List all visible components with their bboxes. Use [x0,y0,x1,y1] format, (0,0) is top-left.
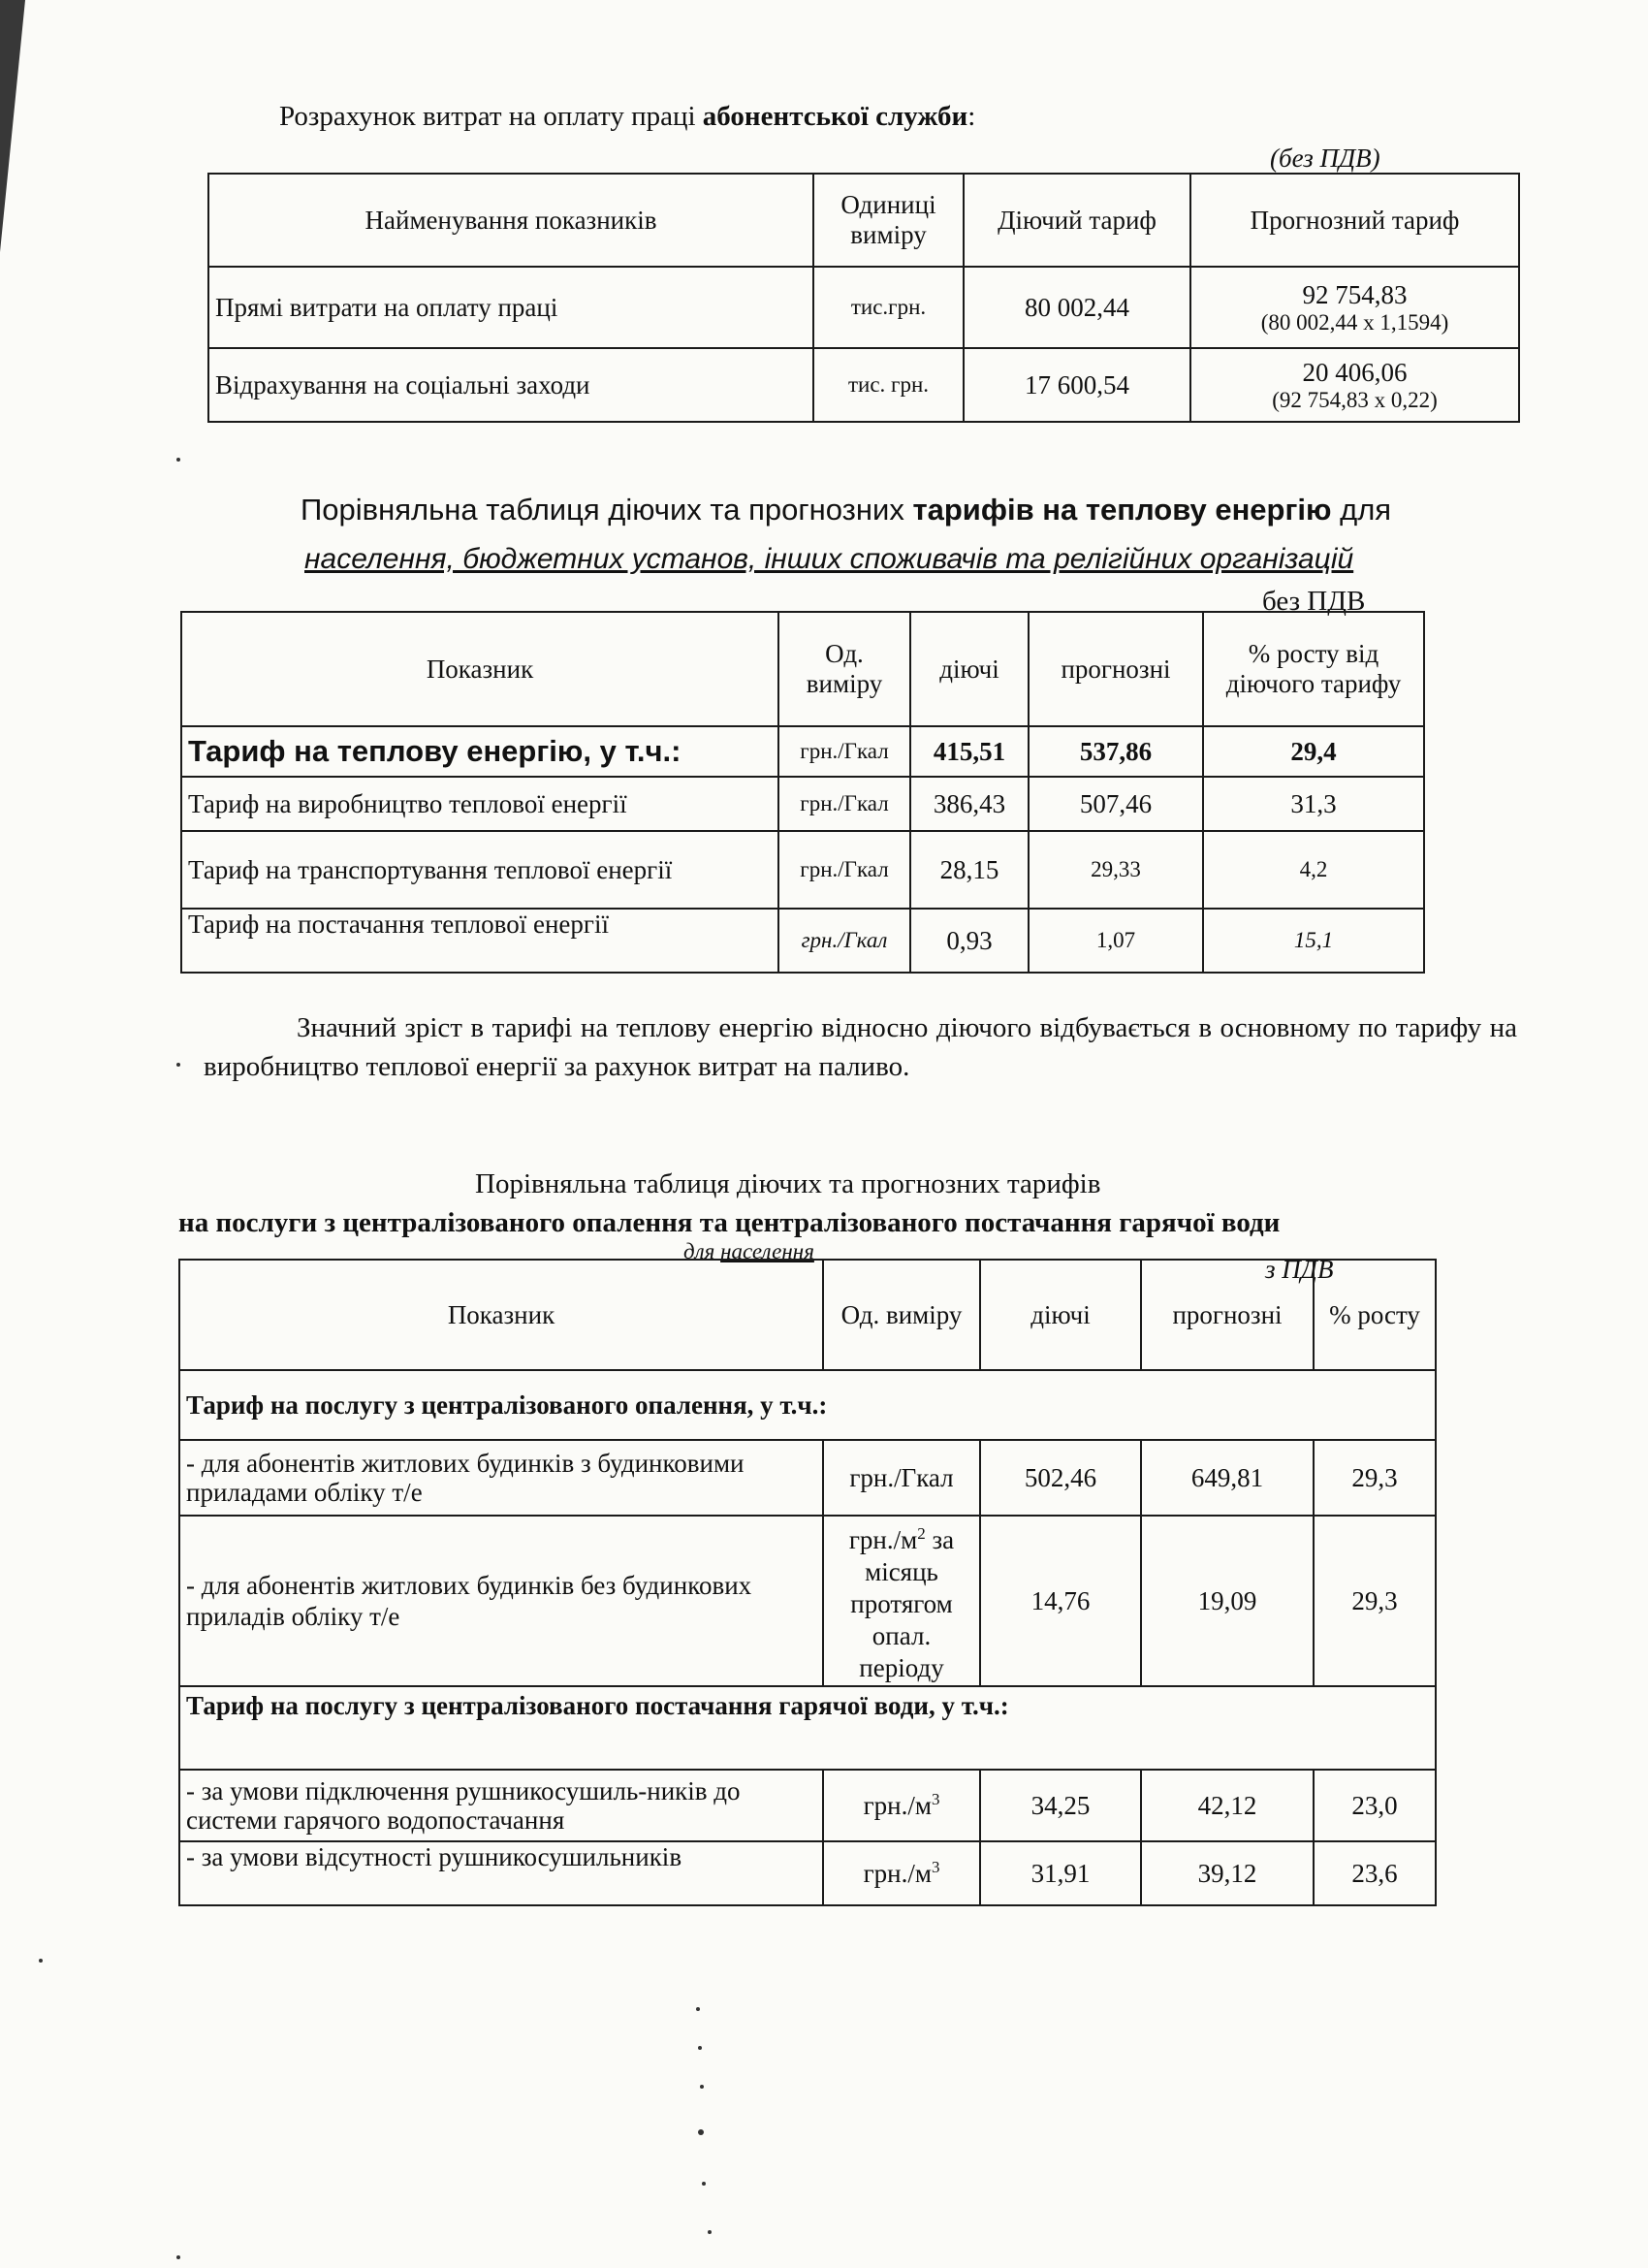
scan-speck [696,2007,700,2011]
row-current: 28,15 [910,831,1029,909]
table-row [181,909,1424,973]
row-current: 386,43 [910,777,1029,831]
scan-speck [698,2046,702,2050]
row-forecast: 649,81 [1141,1440,1314,1516]
table-row [179,1770,1436,1841]
row-growth: 23,0 [1314,1770,1436,1841]
header-forecast-tariff: Прогнозний тариф [1190,174,1519,267]
section1-title-prefix: Розрахунок витрат на оплату праці [279,101,703,132]
explanation-paragraph: Значний зріст в тарифі на теплову енергію відносно діючого відбувається в основному по тарифу на виробництво теплової енергії за рахунок витрат на паливо. [204,1012,1517,1082]
row-current: 31,91 [980,1841,1141,1905]
row-name: Тариф на постачання теплової енергії [181,909,778,973]
row-name: Тариф на виробництво теплової енергії [181,777,778,831]
row-unit: грн./Гкал [823,1440,980,1516]
unit-pre: грн./м [863,1859,932,1888]
scan-edge-shadow [0,0,25,252]
section2-vat-note: без ПДВ [1262,586,1366,617]
section2-title-line2: населення, бюджетних установ, інших споживачів та релігійних організацій [304,543,1354,575]
row-unit [823,1770,980,1841]
row-current: 17 600,54 [964,348,1190,422]
scan-speck [708,2230,712,2234]
header-growth-percent: % росту від діючого тарифу [1203,612,1424,726]
scan-speck [700,2085,704,2089]
header-unit: Од. виміру [778,612,910,726]
row-growth: 29,3 [1314,1516,1436,1686]
row-current: 502,46 [980,1440,1141,1516]
scan-speck [176,1063,180,1067]
row-name: Тариф на теплову енергію, у т.ч.: [181,726,778,777]
row-growth: 23,6 [1314,1841,1436,1905]
heat-tariff-table [180,611,1425,974]
table-row [181,726,1424,777]
row-forecast: 39,12 [1141,1841,1314,1905]
header-indicator: Показник [181,612,778,726]
utility-tariff-table [178,1259,1437,1906]
table-header-row [208,174,1519,267]
header-forecast: прогнозні [1141,1260,1314,1370]
group-header-row [179,1686,1436,1770]
subtitle-prefix: для [683,1239,721,1263]
row-name: - за умови підключення рушникосушиль-ників до системи гарячого водопостачання [179,1770,823,1841]
header-indicator-name: Найменування показників [208,174,813,267]
section3-title-line2: на послуги з централізованого опалення та централізованого постачання гарячої води [178,1207,1281,1238]
row-growth: 29,3 [1314,1440,1436,1516]
section2-title-bold: тарифів на теплову енергію [912,493,1332,527]
header-current: діючі [910,612,1029,726]
section2-title-normal: Порівняльна таблиця діючих та прогнозних [301,493,913,527]
row-name: Прямі витрати на оплату праці [208,267,813,348]
table-row [179,1516,1436,1686]
forecast-value: 92 754,83 [1302,279,1408,309]
table-header-row [181,612,1424,726]
group-title-hot-water: Тариф на послугу з централізованого постачання гарячої води, у т.ч.: [179,1686,1436,1770]
header-current: діючі [980,1260,1141,1370]
unit-post: за місяць протягом опал. періоду [850,1525,955,1682]
header-unit: Одиниці виміру [813,174,964,267]
scan-speck [698,2129,704,2135]
forecast-value: 20 406,06 [1302,357,1408,387]
row-unit: грн./Гкал [778,726,910,777]
unit-superscript: 3 [931,1790,940,1808]
row-unit: тис.грн. [813,267,964,348]
header-unit: Од. виміру [823,1260,980,1370]
row-forecast: 507,46 [1029,777,1203,831]
section1-vat-note: (без ПДВ) [1270,144,1380,173]
row-forecast [1190,348,1519,422]
row-unit: тис. грн. [813,348,964,422]
row-unit: грн./Гкал [778,909,910,973]
group-title-heating: Тариф на послугу з централізованого опалення, у т.ч.: [179,1370,1436,1440]
section1-title-bold: абонентської служби [702,101,968,132]
unit-superscript: 2 [917,1524,926,1543]
forecast-calculation: (92 754,83 х 0,22) [1272,387,1438,412]
unit-pre: грн./м [863,1791,932,1820]
row-current: 14,76 [980,1516,1141,1686]
row-unit [823,1516,980,1686]
row-forecast: 537,86 [1029,726,1203,777]
row-name: Відрахування на соціальні заходи [208,348,813,422]
row-name: - за умови відсутності рушникосушильників [179,1841,823,1905]
row-growth: 4,2 [1203,831,1424,909]
table-row [181,777,1424,831]
section1-title-suffix: : [967,101,976,132]
row-name: Тариф на транспортування теплової енергії [181,831,778,909]
row-current: 80 002,44 [964,267,1190,348]
row-unit: грн./Гкал [778,777,910,831]
row-current: 34,25 [980,1770,1141,1841]
scan-speck [176,2255,180,2259]
labor-cost-table [207,173,1520,423]
table-row [181,831,1424,909]
row-current: 0,93 [910,909,1029,973]
section2-title-line1 [301,493,1391,527]
row-growth: 15,1 [1203,909,1424,973]
row-forecast: 29,33 [1029,831,1203,909]
subtitle-underlined: населення [720,1239,814,1263]
header-current-tariff: Діючий тариф [964,174,1190,267]
unit-pre: грн./м [848,1525,918,1554]
section2-title-end: для [1331,493,1392,527]
forecast-calculation: (80 002,44 х 1,1594) [1260,309,1449,335]
scan-speck [176,458,180,462]
table-row [179,1440,1436,1516]
row-forecast: 19,09 [1141,1516,1314,1686]
scan-speck [39,1959,43,1963]
row-growth: 31,3 [1203,777,1424,831]
row-name: - для абонентів житлових будинків без будинкових приладів обліку т/е [179,1516,823,1686]
unit-superscript: 3 [931,1858,940,1876]
row-forecast [1190,267,1519,348]
table-row [208,267,1519,348]
section3-vat-note: з ПДВ [1265,1255,1334,1284]
row-current: 415,51 [910,726,1029,777]
row-unit: грн./Гкал [778,831,910,909]
section3-title-line1: Порівняльна таблиця діючих та прогнозних тарифів [475,1168,1101,1199]
table-header-row [179,1260,1436,1370]
row-growth: 29,4 [1203,726,1424,777]
header-forecast: прогнозні [1029,612,1203,726]
scan-speck [702,2182,706,2186]
section1-title [279,101,975,133]
table-row [179,1841,1436,1905]
row-unit [823,1841,980,1905]
group-header-row [179,1370,1436,1440]
row-forecast: 1,07 [1029,909,1203,973]
row-forecast: 42,12 [1141,1770,1314,1841]
header-growth-percent: % росту [1314,1260,1436,1370]
row-name: - для абонентів житлових будинків з будинковими приладами обліку т/е [179,1440,823,1516]
table-row [208,348,1519,422]
header-indicator: Показник [179,1260,823,1370]
